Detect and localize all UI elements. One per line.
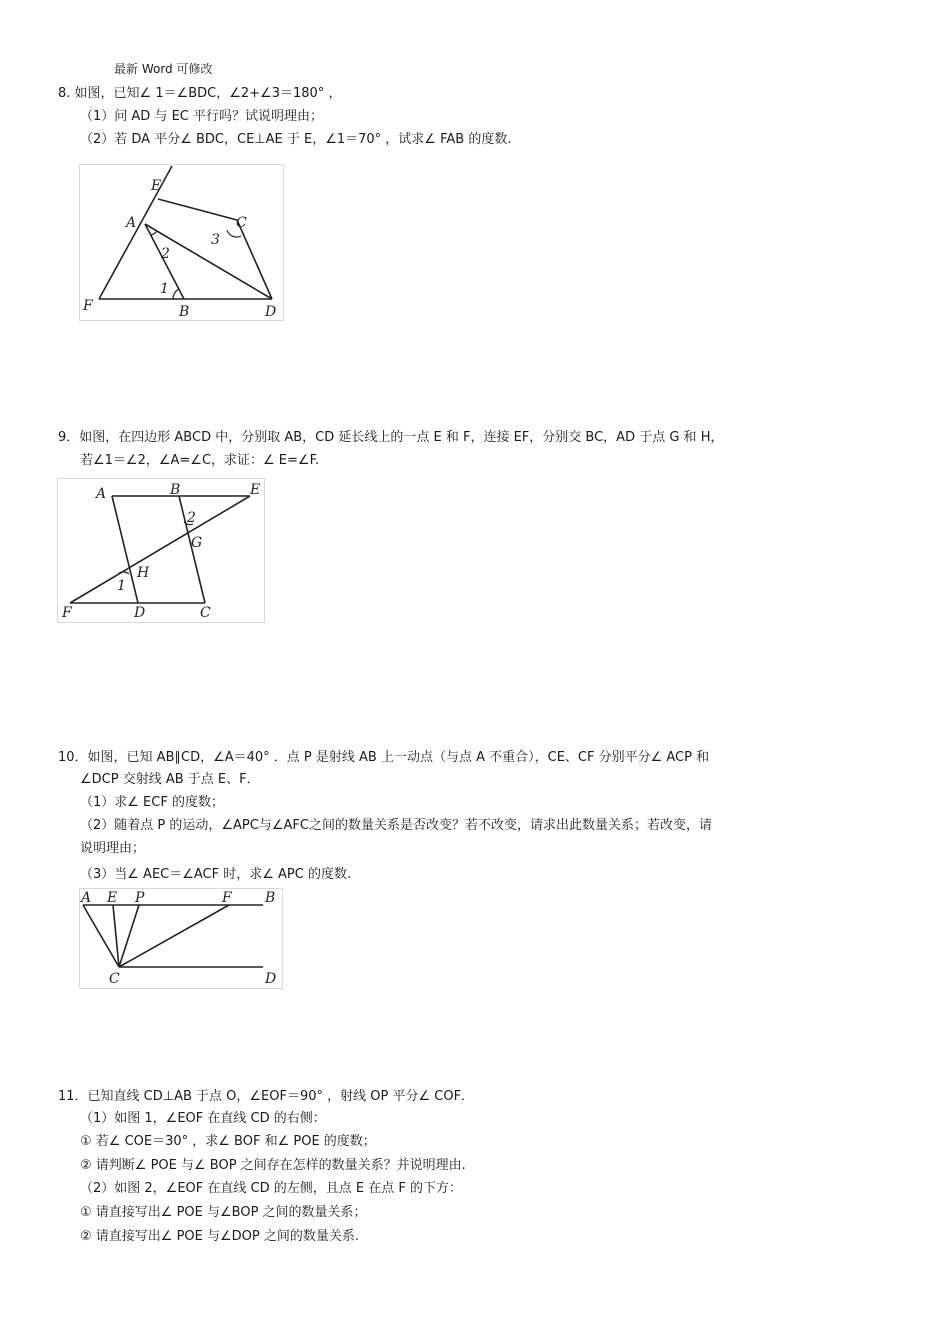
problem-11-line-5: （2）如图 2，∠EOF 在直线 CD 的左侧，且点 E 在点 F 的下方： bbox=[80, 1181, 462, 1196]
label-D: D bbox=[134, 605, 146, 621]
label-F: F bbox=[62, 605, 72, 621]
label-angle-2: 2 bbox=[161, 246, 170, 262]
problem-11-line-2: （1）如图 1，∠EOF 在直线 CD 的右侧： bbox=[80, 1111, 326, 1126]
line-EC bbox=[158, 199, 237, 220]
page-header: 最新 Word 可修改 bbox=[114, 62, 213, 76]
problem-8-line-1: 8. 如图，已知∠ 1＝∠BDC，∠2+∠3＝180° ， bbox=[58, 86, 342, 101]
problem-11-line-4: ② 请判断∠ POE 与∠ BOP 之间存在怎样的数量关系？并说明理由. bbox=[80, 1158, 466, 1173]
label-C: C bbox=[109, 971, 120, 987]
angle-1-arc bbox=[173, 289, 179, 299]
problem-11-line-7: ② 请直接写出∠ POE 与∠DOP 之间的数量关系. bbox=[80, 1229, 359, 1244]
label-angle-1: 1 bbox=[160, 281, 169, 297]
label-B: B bbox=[179, 304, 190, 320]
label-G: G bbox=[191, 535, 203, 551]
label-F: F bbox=[222, 890, 232, 906]
problem-11-line-1: 11．已知直线 CD⊥AB 于点 O，∠EOF＝90° ，射线 OP 平分∠ COF． bbox=[58, 1089, 475, 1104]
figure-problem-8 bbox=[79, 164, 285, 322]
label-B: B bbox=[170, 482, 181, 498]
figure-8-frame bbox=[80, 165, 284, 321]
line-CD bbox=[237, 220, 272, 299]
problem-10-line-4: （2）随着点 P 的运动，∠APC与∠AFC之间的数量关系是否改变？若不改变，请求出此数量关系；若改变，请 bbox=[80, 818, 712, 833]
problem-11-line-3: ① 若∠ COE＝30° ，求∠ BOF 和∠ POE 的度数； bbox=[80, 1134, 376, 1149]
label-C: C bbox=[236, 215, 247, 231]
label-H: H bbox=[137, 565, 150, 581]
problem-10-line-3: （1）求∠ ECF 的度数； bbox=[80, 795, 224, 810]
figure-problem-10 bbox=[79, 888, 284, 990]
problem-9-line-2: 若∠1＝∠2，∠A=∠C，求证：∠ E=∠F. bbox=[80, 453, 320, 468]
problem-10-line-6: （3）当∠ AEC＝∠ACF 时，求∠ APC 的度数. bbox=[80, 867, 352, 882]
problem-8-line-2: （1）问 AD 与 EC 平行吗？试说明理由； bbox=[80, 109, 323, 124]
label-B: B bbox=[265, 890, 276, 906]
label-C: C bbox=[200, 605, 211, 621]
problem-10-line-5: 说明理由； bbox=[80, 841, 146, 856]
label-angle-2: 2 bbox=[187, 510, 196, 526]
label-E: E bbox=[151, 178, 162, 194]
label-E: E bbox=[250, 482, 261, 498]
figure-9-frame bbox=[58, 479, 265, 623]
angle-3-arc bbox=[227, 230, 241, 237]
line-FE bbox=[70, 496, 250, 603]
label-A: A bbox=[81, 890, 92, 906]
label-D: D bbox=[265, 304, 277, 320]
label-D: D bbox=[265, 971, 277, 987]
problem-10-line-2: ∠DCP 交射线 AB 于点 E、F． bbox=[80, 772, 260, 787]
label-E: E bbox=[107, 890, 118, 906]
problem-8-line-3: （2）若 DA 平分∠ BDC，CE⊥AE 于 E，∠1＝70° ，试求∠ FAB 的度数. bbox=[80, 132, 512, 147]
label-F: F bbox=[83, 298, 93, 314]
problem-11-line-6: ① 请直接写出∠ POE 与∠BOP 之间的数量关系； bbox=[80, 1205, 367, 1220]
label-P: P bbox=[135, 890, 145, 906]
label-A: A bbox=[96, 486, 107, 502]
angle-2-arc bbox=[151, 231, 157, 235]
label-angle-3: 3 bbox=[211, 232, 220, 248]
label-A: A bbox=[126, 215, 137, 231]
problem-10-line-1: 10．如图，已知 AB∥CD，∠A＝40° ．点 P 是射线 AB 上一动点（与点 A 不重合），CE、CF 分别平分∠ ACP 和 bbox=[58, 750, 710, 765]
figure-problem-9 bbox=[57, 478, 266, 624]
label-angle-1: 1 bbox=[117, 578, 126, 594]
problem-9-line-1: 9．如图，在四边形 ABCD 中，分别取 AB，CD 延长线上的一点 E 和 F，连接 EF，分别交 BC，AD 于点 G 和 H， bbox=[58, 430, 724, 445]
